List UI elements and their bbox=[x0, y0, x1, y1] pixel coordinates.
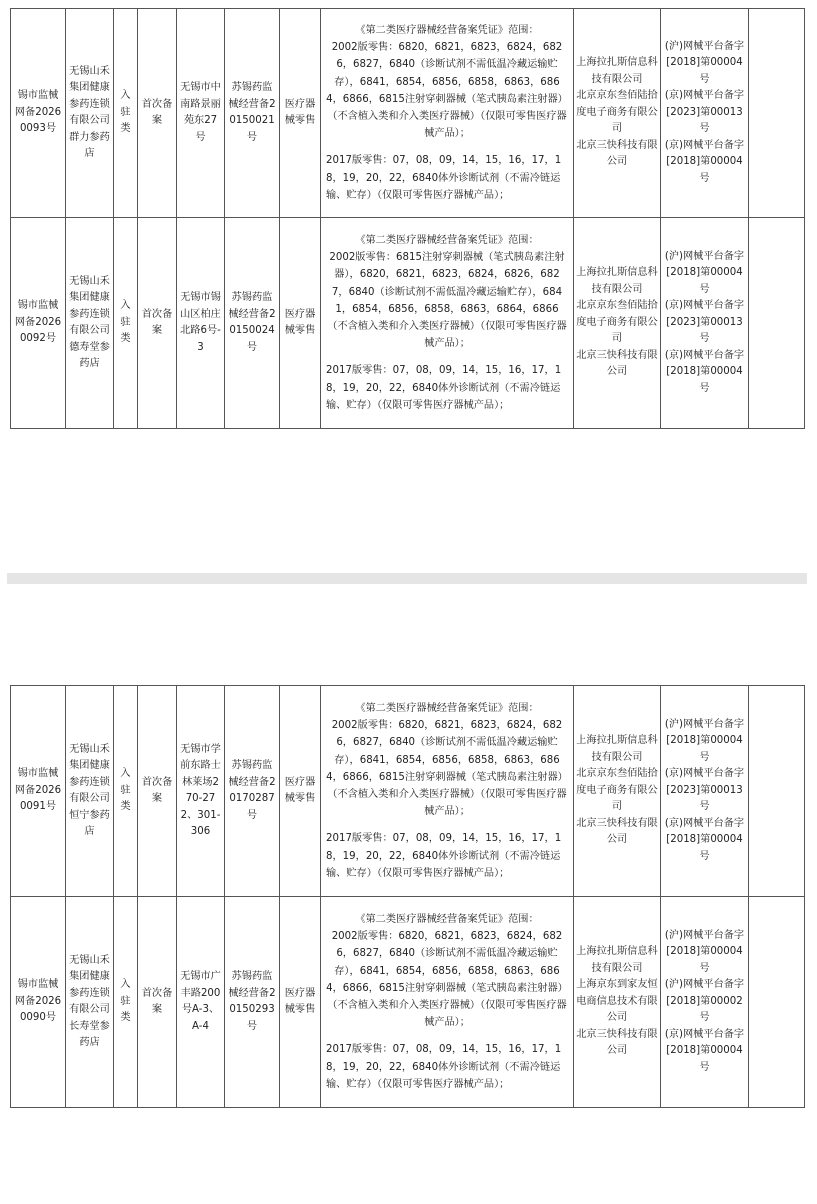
license-no-cell: 苏锡药监械经营备20170287号 bbox=[225, 686, 280, 897]
address-cell: 无锡市学前东路士林莱场270-272、301-306 bbox=[177, 686, 225, 897]
platform-filing-no: (沪)网械平台备字[2018]第00004号 bbox=[664, 40, 745, 85]
company-name-cell: 无锡山禾集团健康参药连锁有限公司群力参药店 bbox=[66, 9, 114, 218]
platform-filing-no: (京)网械平台备字[2023]第00013号 bbox=[664, 300, 745, 345]
platform-filing-no: (沪)网械平台备字[2018]第00002号 bbox=[664, 979, 745, 1024]
platform-cell bbox=[574, 897, 661, 1108]
platform-filing-no: (京)网械平台备字[2018]第00004号 bbox=[664, 817, 745, 862]
platform-name: 北京京东叁佰陆拾度电子商务有限公司 bbox=[576, 768, 658, 813]
scope-2002: 2002版零售：6820，6821，6823，6824，6826，6827，6840（诊断试剂不需低温冷藏运输贮存），6841，6854，6856，6858，6863，6864，6866，6815注射穿刺器械（笔式胰岛素注射器）（不含植入类和介入类医疗器械）（仅限可零售医疗器械产品）； bbox=[326, 42, 568, 140]
filing-type-cell: 首次备案 bbox=[138, 686, 177, 897]
scope-header: 《第二类医疗器械经营备案凭证》范围： bbox=[355, 702, 539, 714]
platform-filing-no: (京)网械平台备字[2023]第00013号 bbox=[664, 768, 745, 813]
scope-gap bbox=[326, 820, 568, 830]
scope-2002: 2002版零售：6820，6821，6823，6824，6826，6827，6840（诊断试剂不需低温冷藏运输贮存），6841，6854，6856，6858，6863，6864，6866，6815注射穿刺器械（笔式胰岛素注射器）（不含植入类和介入类医疗器械）（仅限可零售医疗器械产品）； bbox=[326, 931, 568, 1029]
business-type-cell: 医疗器械零售 bbox=[280, 218, 321, 429]
reg-no-cell: 锡市监械网备20260093号 bbox=[11, 9, 66, 218]
license-no-cell: 苏锡药监械经营备20150293号 bbox=[225, 897, 280, 1108]
platform-name: 上海拉扎斯信息科技有限公司 bbox=[576, 735, 658, 763]
remark-cell bbox=[749, 686, 805, 897]
table-row bbox=[11, 9, 805, 218]
company-name-cell: 无锡山禾集团健康参药连锁有限公司德寿堂参药店 bbox=[66, 218, 114, 429]
business-type-cell: 医疗器械零售 bbox=[280, 897, 321, 1108]
filing-table bbox=[10, 8, 805, 429]
category-cell: 入驻类 bbox=[114, 9, 138, 218]
address-cell: 无锡市广丰路200号A-3、A-4 bbox=[177, 897, 225, 1108]
platform-filing-no: (京)网械平台备字[2018]第00004号 bbox=[664, 1028, 745, 1073]
remark-cell bbox=[749, 218, 805, 429]
filing-table bbox=[10, 685, 805, 1108]
platform-cell bbox=[574, 9, 661, 218]
platform-cell bbox=[574, 686, 661, 897]
remark-cell bbox=[749, 9, 805, 218]
scope-2002: 2002版零售：6820，6821，6823，6824，6826，6827，6840（诊断试剂不需低温冷藏运输贮存），6841，6854，6856，6858，6863，6864，6866，6815注射穿刺器械（笔式胰岛素注射器）（不含植入类和介入类医疗器械）（仅限可零售医疗器械产品）； bbox=[326, 720, 568, 818]
remark-cell bbox=[749, 897, 805, 1108]
category-cell: 入驻类 bbox=[114, 218, 138, 429]
page-separator bbox=[7, 573, 807, 584]
platform-filing-cell bbox=[661, 686, 749, 897]
platform-name: 北京京东叁佰陆拾度电子商务有限公司 bbox=[576, 90, 658, 135]
business-scope-cell bbox=[321, 686, 574, 897]
filing-type-cell: 首次备案 bbox=[138, 218, 177, 429]
reg-no-cell: 锡市监械网备20260090号 bbox=[11, 897, 66, 1108]
business-type-cell: 医疗器械零售 bbox=[280, 9, 321, 218]
platform-filing-cell bbox=[661, 9, 749, 218]
license-no-cell: 苏锡药监械经营备20150021号 bbox=[225, 9, 280, 218]
address-cell: 无锡市锡山区柏庄北路6号-3 bbox=[177, 218, 225, 429]
category-cell: 入驻类 bbox=[114, 686, 138, 897]
scope-gap bbox=[326, 1031, 568, 1041]
platform-name: 北京三快科技有限公司 bbox=[576, 139, 658, 168]
table-row bbox=[11, 218, 805, 429]
scope-header: 《第二类医疗器械经营备案凭证》范围： bbox=[355, 24, 539, 36]
platform-filing-no: (沪)网械平台备字[2018]第00004号 bbox=[664, 250, 745, 295]
platform-name: 北京京东叁佰陆拾度电子商务有限公司 bbox=[576, 300, 658, 345]
scope-2017: 2017版零售：07，08，09，14，15，16，17，18，19，20，22，6840体外诊断试剂（不需冷链运输、贮存）（仅限可零售医疗器械产品）； bbox=[326, 833, 562, 879]
platform-cell bbox=[574, 218, 661, 429]
scope-gap bbox=[326, 352, 568, 362]
address-cell: 无锡市中南路景丽苑东27号 bbox=[177, 9, 225, 218]
table-row bbox=[11, 897, 805, 1108]
filing-type-cell: 首次备案 bbox=[138, 9, 177, 218]
scope-header: 《第二类医疗器械经营备案凭证》范围： bbox=[355, 234, 539, 246]
license-no-cell: 苏锡药监械经营备20150024号 bbox=[225, 218, 280, 429]
scope-header: 《第二类医疗器械经营备案凭证》范围： bbox=[355, 913, 539, 925]
page-table-top bbox=[10, 8, 804, 429]
platform-filing-no: (京)网械平台备字[2023]第00013号 bbox=[664, 90, 745, 135]
business-type-cell: 医疗器械零售 bbox=[280, 686, 321, 897]
platform-name: 北京三快科技有限公司 bbox=[576, 1028, 658, 1057]
platform-filing-no: (京)网械平台备字[2018]第00004号 bbox=[664, 139, 745, 184]
scope-2017: 2017版零售：07，08，09，14，15，16，17，18，19，20，22，6840体外诊断试剂（不需冷链运输、贮存）（仅限可零售医疗器械产品）； bbox=[326, 365, 562, 411]
scope-2002: 2002版零售：6815注射穿刺器械（笔式胰岛素注射器），6820，6821，6823，6824，6826，6827，6840（诊断试剂不需低温冷藏运输贮存），6841，6854，6856，6858，6863，6864，6866（不含植入类和介入类医疗器械）（仅限可零售医疗器械产品）； bbox=[327, 252, 567, 350]
reg-no-cell: 锡市监械网备20260091号 bbox=[11, 686, 66, 897]
platform-filing-no: (沪)网械平台备字[2018]第00004号 bbox=[664, 718, 745, 763]
filing-type-cell: 首次备案 bbox=[138, 897, 177, 1108]
company-name-cell: 无锡山禾集团健康参药连锁有限公司恒宁参药店 bbox=[66, 686, 114, 897]
platform-name: 北京三快科技有限公司 bbox=[576, 349, 658, 378]
platform-filing-no: (沪)网械平台备字[2018]第00004号 bbox=[664, 929, 745, 974]
category-cell: 入驻类 bbox=[114, 897, 138, 1108]
platform-name: 上海京东到家友恒电商信息技术有限公司 bbox=[576, 979, 658, 1024]
platform-filing-no: (京)网械平台备字[2018]第00004号 bbox=[664, 349, 745, 394]
platform-name: 上海拉扎斯信息科技有限公司 bbox=[576, 946, 658, 974]
business-scope-cell bbox=[321, 9, 574, 218]
platform-filing-cell bbox=[661, 897, 749, 1108]
business-scope-cell bbox=[321, 897, 574, 1108]
reg-no-cell: 锡市监械网备20260092号 bbox=[11, 218, 66, 429]
scope-2017: 2017版零售：07，08，09，14，15，16，17，18，19，20，22，6840体外诊断试剂（不需冷链运输、贮存）（仅限可零售医疗器械产品）； bbox=[326, 1044, 562, 1090]
platform-filing-cell bbox=[661, 218, 749, 429]
business-scope-cell bbox=[321, 218, 574, 429]
table-row bbox=[11, 686, 805, 897]
platform-name: 北京三快科技有限公司 bbox=[576, 817, 658, 846]
scope-2017: 2017版零售：07，08，09，14，15，16，17，18，19，20，22，6840体外诊断试剂（不需冷链运输、贮存）（仅限可零售医疗器械产品）； bbox=[326, 155, 562, 201]
company-name-cell: 无锡山禾集团健康参药连锁有限公司长寿堂参药店 bbox=[66, 897, 114, 1108]
scope-gap bbox=[326, 142, 568, 152]
platform-name: 上海拉扎斯信息科技有限公司 bbox=[576, 57, 658, 85]
platform-name: 上海拉扎斯信息科技有限公司 bbox=[576, 267, 658, 295]
page-table-bottom bbox=[10, 685, 804, 1108]
